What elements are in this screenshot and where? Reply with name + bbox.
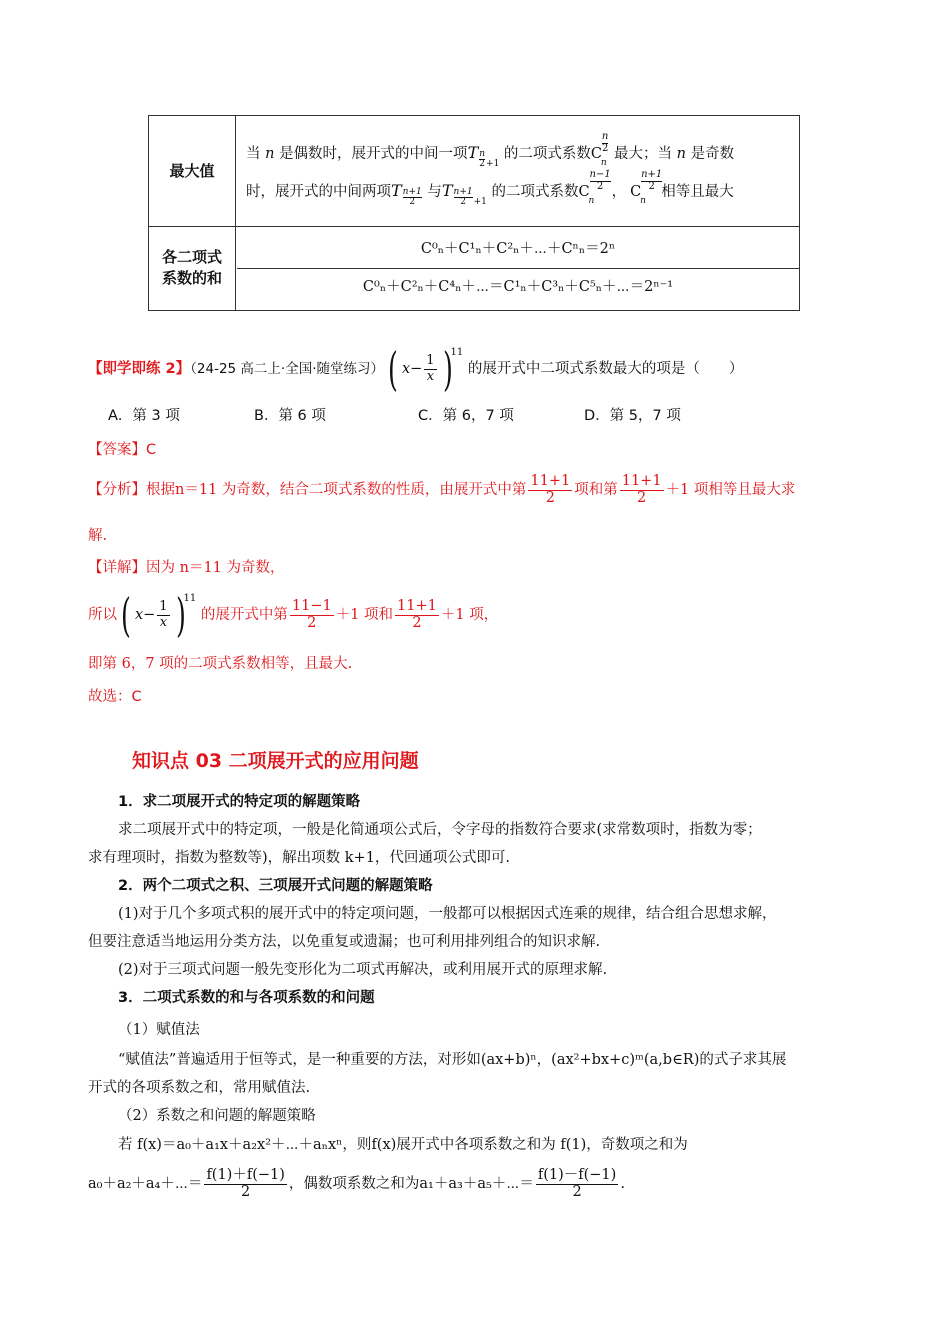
exercise-question: 【即学即练 2】（24-25 高二上·全国·随堂练习）( x− $\frac{1}{x}$ )$^{11}$ 的展开式中二项式系数最大的项是（ ）: [88, 342, 744, 396]
text: ＋1 项相等且最大求: [665, 482, 796, 498]
analysis-line-1: 【分析】根据n＝11 为奇数，结合二项式系数的性质，由展开式中第 $\frac{11+1}{2}$ 项和第 $\frac{11+1}{2}$ ＋1 项相等且最大求: [88, 472, 796, 506]
detail-tag: 【详解】: [88, 560, 146, 576]
section-title: 知识点 03 二项展开式的应用问题: [132, 750, 419, 772]
binomial-C: C n 2 n: [590, 131, 609, 168]
table-divider: [149, 226, 799, 227]
detail-line-3: 即第 6，7 项的二项式系数相等，且最大.: [88, 656, 353, 672]
sum-header: [149, 247, 235, 289]
s2-para-2: 但要注意适当地运用分类方法，以免重复或遗漏；也可利用排列组合的知识求解.: [88, 934, 601, 950]
text: 与: [427, 184, 442, 200]
binomial-C: C n−1 2 n: [578, 169, 611, 206]
sum-header-line: 系数的和: [161, 269, 222, 287]
max-value-header: 最大值: [169, 162, 215, 180]
text: 根据: [146, 482, 175, 498]
detail-line-4: 故选：C: [88, 689, 142, 705]
exercise-tag: 【即学即练 2】: [88, 361, 191, 377]
analysis-tag: 【分析】: [88, 482, 146, 498]
term-T: T: [467, 143, 479, 162]
s1-title: 1．求二项展开式的特定项的解题策略: [118, 794, 361, 810]
term-T: T: [391, 181, 402, 200]
text: 时，展开式的中间两项: [246, 184, 391, 200]
s3-para-3: [118, 1133, 688, 1154]
answer-tag: 【答案】: [88, 442, 146, 458]
text: 是奇数: [690, 146, 735, 162]
max-value-line-1: 当 n 是偶数时，展开式的中间一项T $\frac{n}{2}$ $_{+1}$ 的二项式系数C n 2 n 最大；当 n 是奇数: [246, 131, 735, 169]
text: .: [620, 1176, 625, 1192]
exercise-source: （24-25 高二上·全国·随堂练习）: [190, 361, 384, 377]
text: 的二项式系数: [491, 184, 579, 200]
option-d[interactable]: D．第 5，7 项: [584, 408, 681, 424]
text: a₁＋a₃＋a₅＋⋯＝: [419, 1176, 534, 1192]
text: ，: [611, 184, 627, 200]
binomial-C: C n+1 2 n: [630, 169, 663, 206]
detail-line-1: [88, 556, 285, 577]
text: 因为 n＝11 为奇数，: [146, 560, 285, 576]
text: a₀＋a₂＋a₄＋⋯＝: [88, 1176, 203, 1192]
text: 所以: [88, 607, 117, 623]
sum-formula-1: C⁰ₙ＋C¹ₙ＋C²ₙ＋⋯＋Cⁿₙ＝2ⁿ: [420, 241, 616, 257]
text: ，偶数项系数之和为: [288, 1176, 420, 1192]
text: f(x)展开式中各项系数之和为 f(1)，奇数项之和为: [371, 1137, 688, 1153]
s1-para-1: 求二项展开式中的特定项，一般是化简通项公式后，令字母的指数符合要求(求常数项时，指数为零；: [118, 822, 762, 838]
text: ＋1 项，: [440, 607, 499, 623]
s3-sub-2: （2）系数之和问题的解题策略: [118, 1108, 316, 1124]
s1-para-2: 求有理项时，指数为整数等)，解出项数 k+1，代回通项公式即可.: [88, 850, 511, 866]
s2-para-1: (1)对于几个多项式积的展开式中的特定项问题，一般都可以根据因式连乘的规律，结合组合思想求解，: [118, 906, 777, 922]
s3-para-4: a₀＋a₂＋a₄＋⋯＝ $\frac{f(1)+f(-1)}{2}$ ，偶数项系数之和为a₁＋a₃＋a₅＋⋯＝ $\frac{f(1)-f(-1)}{2}$ .: [88, 1166, 625, 1200]
option-a[interactable]: A．第 3 项: [108, 408, 180, 424]
text: 相等且最大: [661, 184, 734, 200]
question-suffix: 的展开式中二项式系数最大的项是（ ）: [467, 361, 744, 377]
text: 若 f(x)＝a₀＋a₁x＋a₂x²＋⋯＋aₙxⁿ，则: [118, 1137, 372, 1153]
answer-line: [88, 438, 156, 459]
exponent: 11: [450, 347, 464, 358]
text: 当: [246, 146, 261, 162]
option-b[interactable]: B．第 6 项: [254, 408, 326, 424]
text: 是偶数时，展开式的中间一项: [279, 146, 468, 162]
text: 的二项式系数: [503, 146, 591, 162]
s3-title: 3．二项式系数的和与各项系数的和问题: [118, 990, 375, 1006]
text: ＋1 项和: [335, 607, 394, 623]
max-value-line-2: 时，展开式的中间两项T $\frac{n+1}{2}$ 与T $\frac{n+1}{2}$ $_{+1}$ 的二项式系数C n−1 2 n ， C n+1 2 n 相等且最大: [246, 169, 734, 207]
option-c[interactable]: C．第 6，7 项: [418, 408, 514, 424]
term-T: T: [441, 181, 453, 200]
sum-header-line: 各二项式: [161, 248, 222, 266]
subscript: $\frac{n}{2}$: [479, 148, 486, 169]
properties-table: [148, 115, 800, 311]
s3-sub-1: （1）赋值法: [118, 1022, 200, 1038]
text: 项和第: [574, 482, 618, 498]
s2-para-3: (2)对于三项式问题一般先变形化为二项式再解决，或利用展开式的原理求解.: [118, 962, 608, 978]
var-n: n: [265, 146, 275, 162]
s2-title: 2．两个二项式之积、三项展开式问题的解题策略: [118, 878, 433, 894]
s3-para-2: 开式的各项系数之和，常用赋值法.: [88, 1080, 311, 1096]
text: 最大；当: [614, 146, 673, 162]
var-n: n: [676, 146, 686, 162]
text: n＝11 为奇数，结合二项式系数的性质，由展开式中第: [175, 482, 527, 498]
answer-value: C: [146, 442, 157, 458]
s3-para-1: “赋值法”普遍适用于恒等式，是一种重要的方法，对形如(ax+b)ⁿ，(ax²+bx+c)ᵐ(a,b∈R)的式子求其展: [118, 1052, 787, 1068]
table-divider: [235, 116, 236, 310]
text: 的展开式中第: [200, 607, 288, 623]
analysis-line-2: 解.: [88, 528, 108, 544]
detail-line-2: 所以( x− $\frac{1}{x}$ )$^{11}$ 的展开式中第 $\frac{11-1}{2}$ ＋1 项和 $\frac{11+1}{2}$ ＋1 项，: [88, 588, 499, 642]
table-divider: [237, 268, 799, 269]
sum-formula-2: C⁰ₙ＋C²ₙ＋C⁴ₙ＋⋯＝C¹ₙ＋C³ₙ＋C⁵ₙ＋⋯＝2ⁿ⁻¹: [362, 279, 674, 295]
